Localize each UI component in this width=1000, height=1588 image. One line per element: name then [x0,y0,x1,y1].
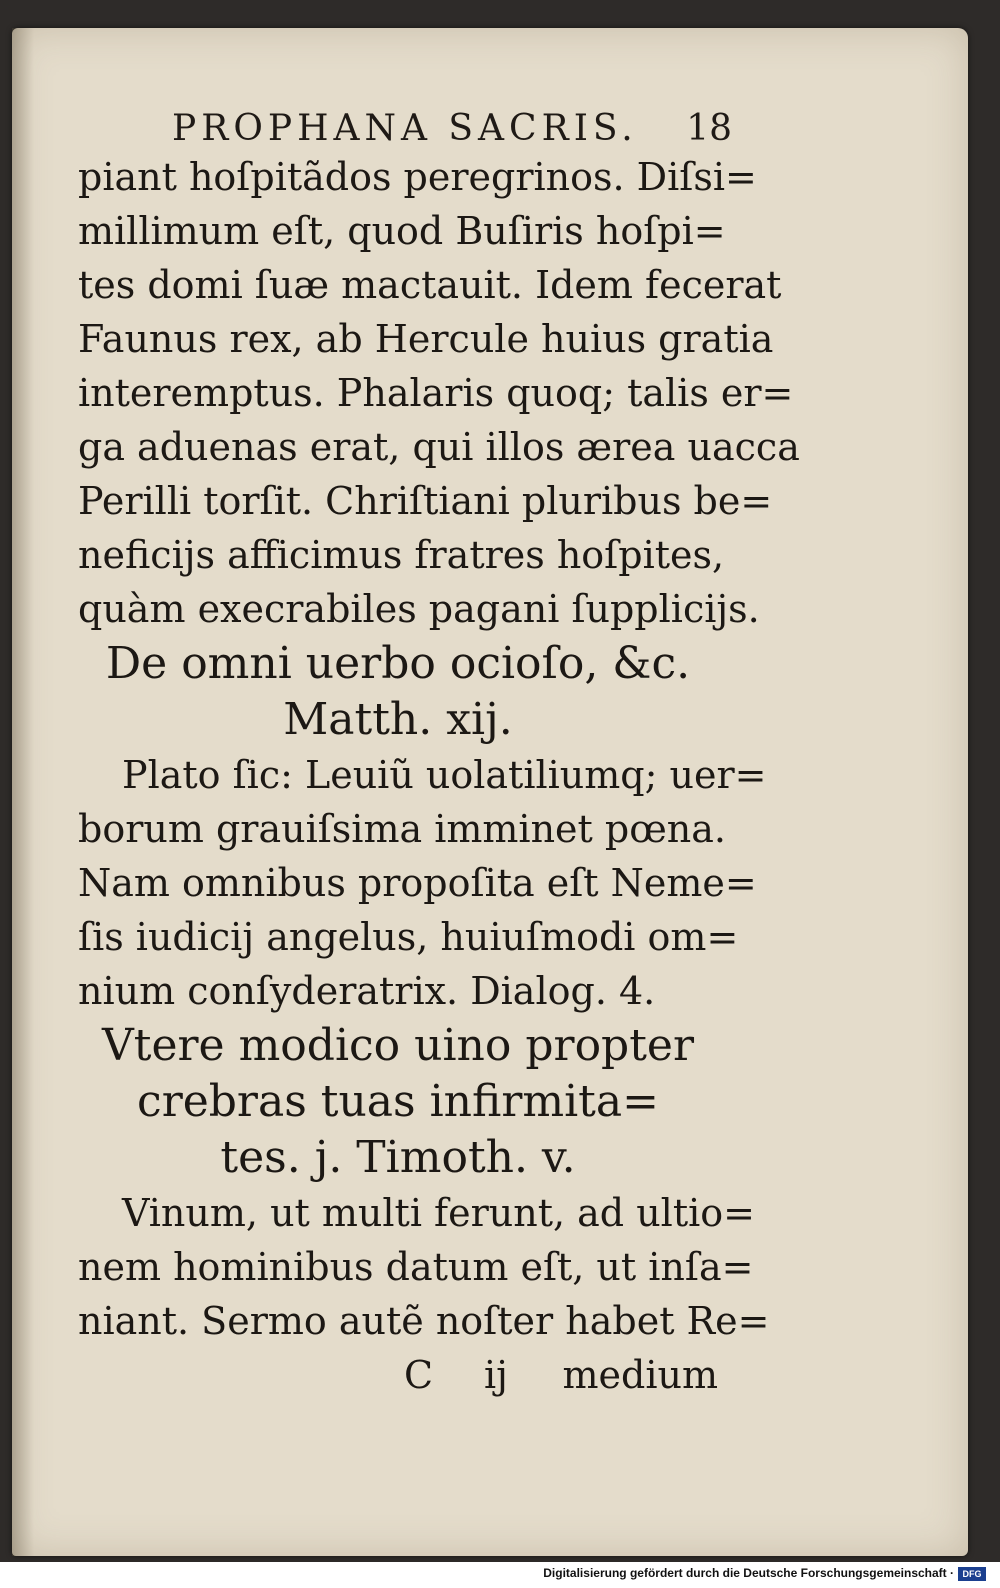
text-line: Vinum, ut multi ferunt, ad ultio= [122,1191,755,1235]
section-heading-reference: tes. j. Timoth. v. [220,1132,576,1183]
folio-number: 18 [686,108,732,149]
dfg-logo: DFG [958,1567,986,1581]
signature-letter: C [404,1353,434,1397]
footer-bar [0,1562,1000,1588]
text-line: Nam omnibus propoſita eſt Neme= [78,861,757,905]
section-heading: De omni uerbo ocioſo, &c. [105,638,691,689]
text-line: piant hoſpitãdos peregrinos. Diſsi= [78,155,757,199]
text-line: Perilli torſit. Chriſtiani pluribus be= [78,479,773,523]
text-line: nium conſyderatrix. Dialog. 4. [78,969,656,1013]
section-heading: crebras tuas infirmita= [137,1076,659,1127]
text-line: neficijs afficimus fratres hoſpites, [78,533,725,577]
section-heading-reference: Matth. xij. [283,694,513,745]
text-line: Faunus rex, ab Hercule huius gratia [78,317,774,361]
text-line: ga aduenas erat, qui illos ærea uacca [78,425,800,469]
text-line: quàm execrabiles pagani ſupplicijs. [78,587,760,631]
text-line: millimum eſt, quod Buſiris hoſpi= [78,209,726,253]
section-heading: Vtere modico uino propter [102,1020,694,1071]
text-line: borum grauiſsima imminet pœna. [78,807,727,851]
text-line: niant. Sermo autẽ noſter habet Re= [78,1299,770,1343]
text-line: Plato ſic: Leuiũ uolatiliumq; uer= [122,753,767,797]
funding-credit: Digitalisierung gefördert durch die Deutsche Forschungsgemeinschaft · [543,1566,954,1580]
running-title: PROPHANA SACRIS. [172,108,638,149]
text-line: interemptus. Phalaris quoq; talis er= [78,371,794,415]
signature-number: ij [484,1353,508,1397]
signature-line [78,1348,718,1402]
text-line: tes domi ſuæ mactauit. Idem fecerat [78,263,782,307]
text-line: nem hominibus datum eſt, ut inſa= [78,1245,754,1289]
text-line: ſis iudicij angelus, huiuſmodi om= [78,915,739,959]
catchword: medium [562,1353,718,1397]
page-body [78,150,800,1402]
